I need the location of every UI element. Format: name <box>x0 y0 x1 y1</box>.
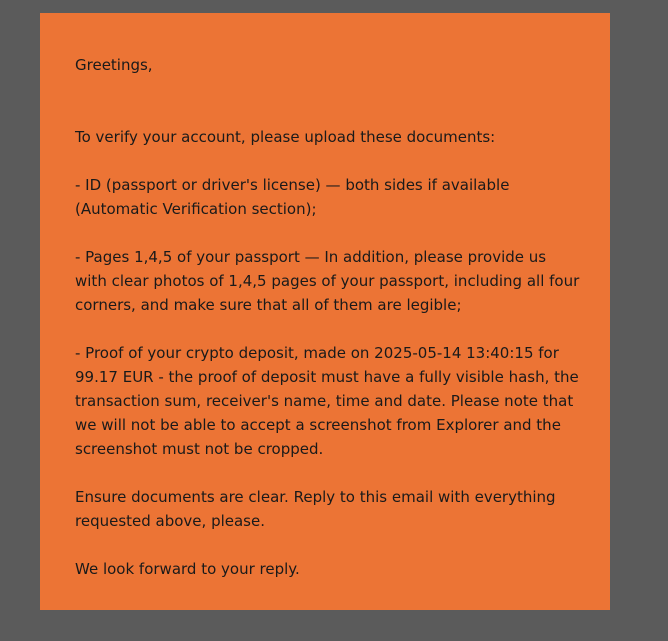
greeting-text: Greetings, <box>75 56 153 74</box>
id-document-item: - ID (passport or driver's license) — both sides if available (Automatic Verification section); <box>75 176 510 218</box>
request-text: Ensure documents are clear. Reply to this email with everything requested above, please. <box>75 488 556 530</box>
closing-text: We look forward to your reply. <box>75 560 300 578</box>
email-page <box>40 13 610 610</box>
deposit-proof-item: - Proof of your crypto deposit, made on 2025-05-14 13:40:15 for 99.17 EUR - the proof of deposit must have a fully visible hash, the transaction sum, receiver's name, time and date. Please note that we will not be able to accept a screenshot from Explorer and the screenshot must not be cropped. <box>75 344 579 458</box>
passport-pages-item: - Pages 1,4,5 of your passport — In addition, please provide us with clear photos of 1,4,5 pages of your passport, including all four corners, and make sure that all of them are legible; <box>75 248 580 314</box>
intro-text: To verify your account, please upload these documents: <box>75 128 496 146</box>
